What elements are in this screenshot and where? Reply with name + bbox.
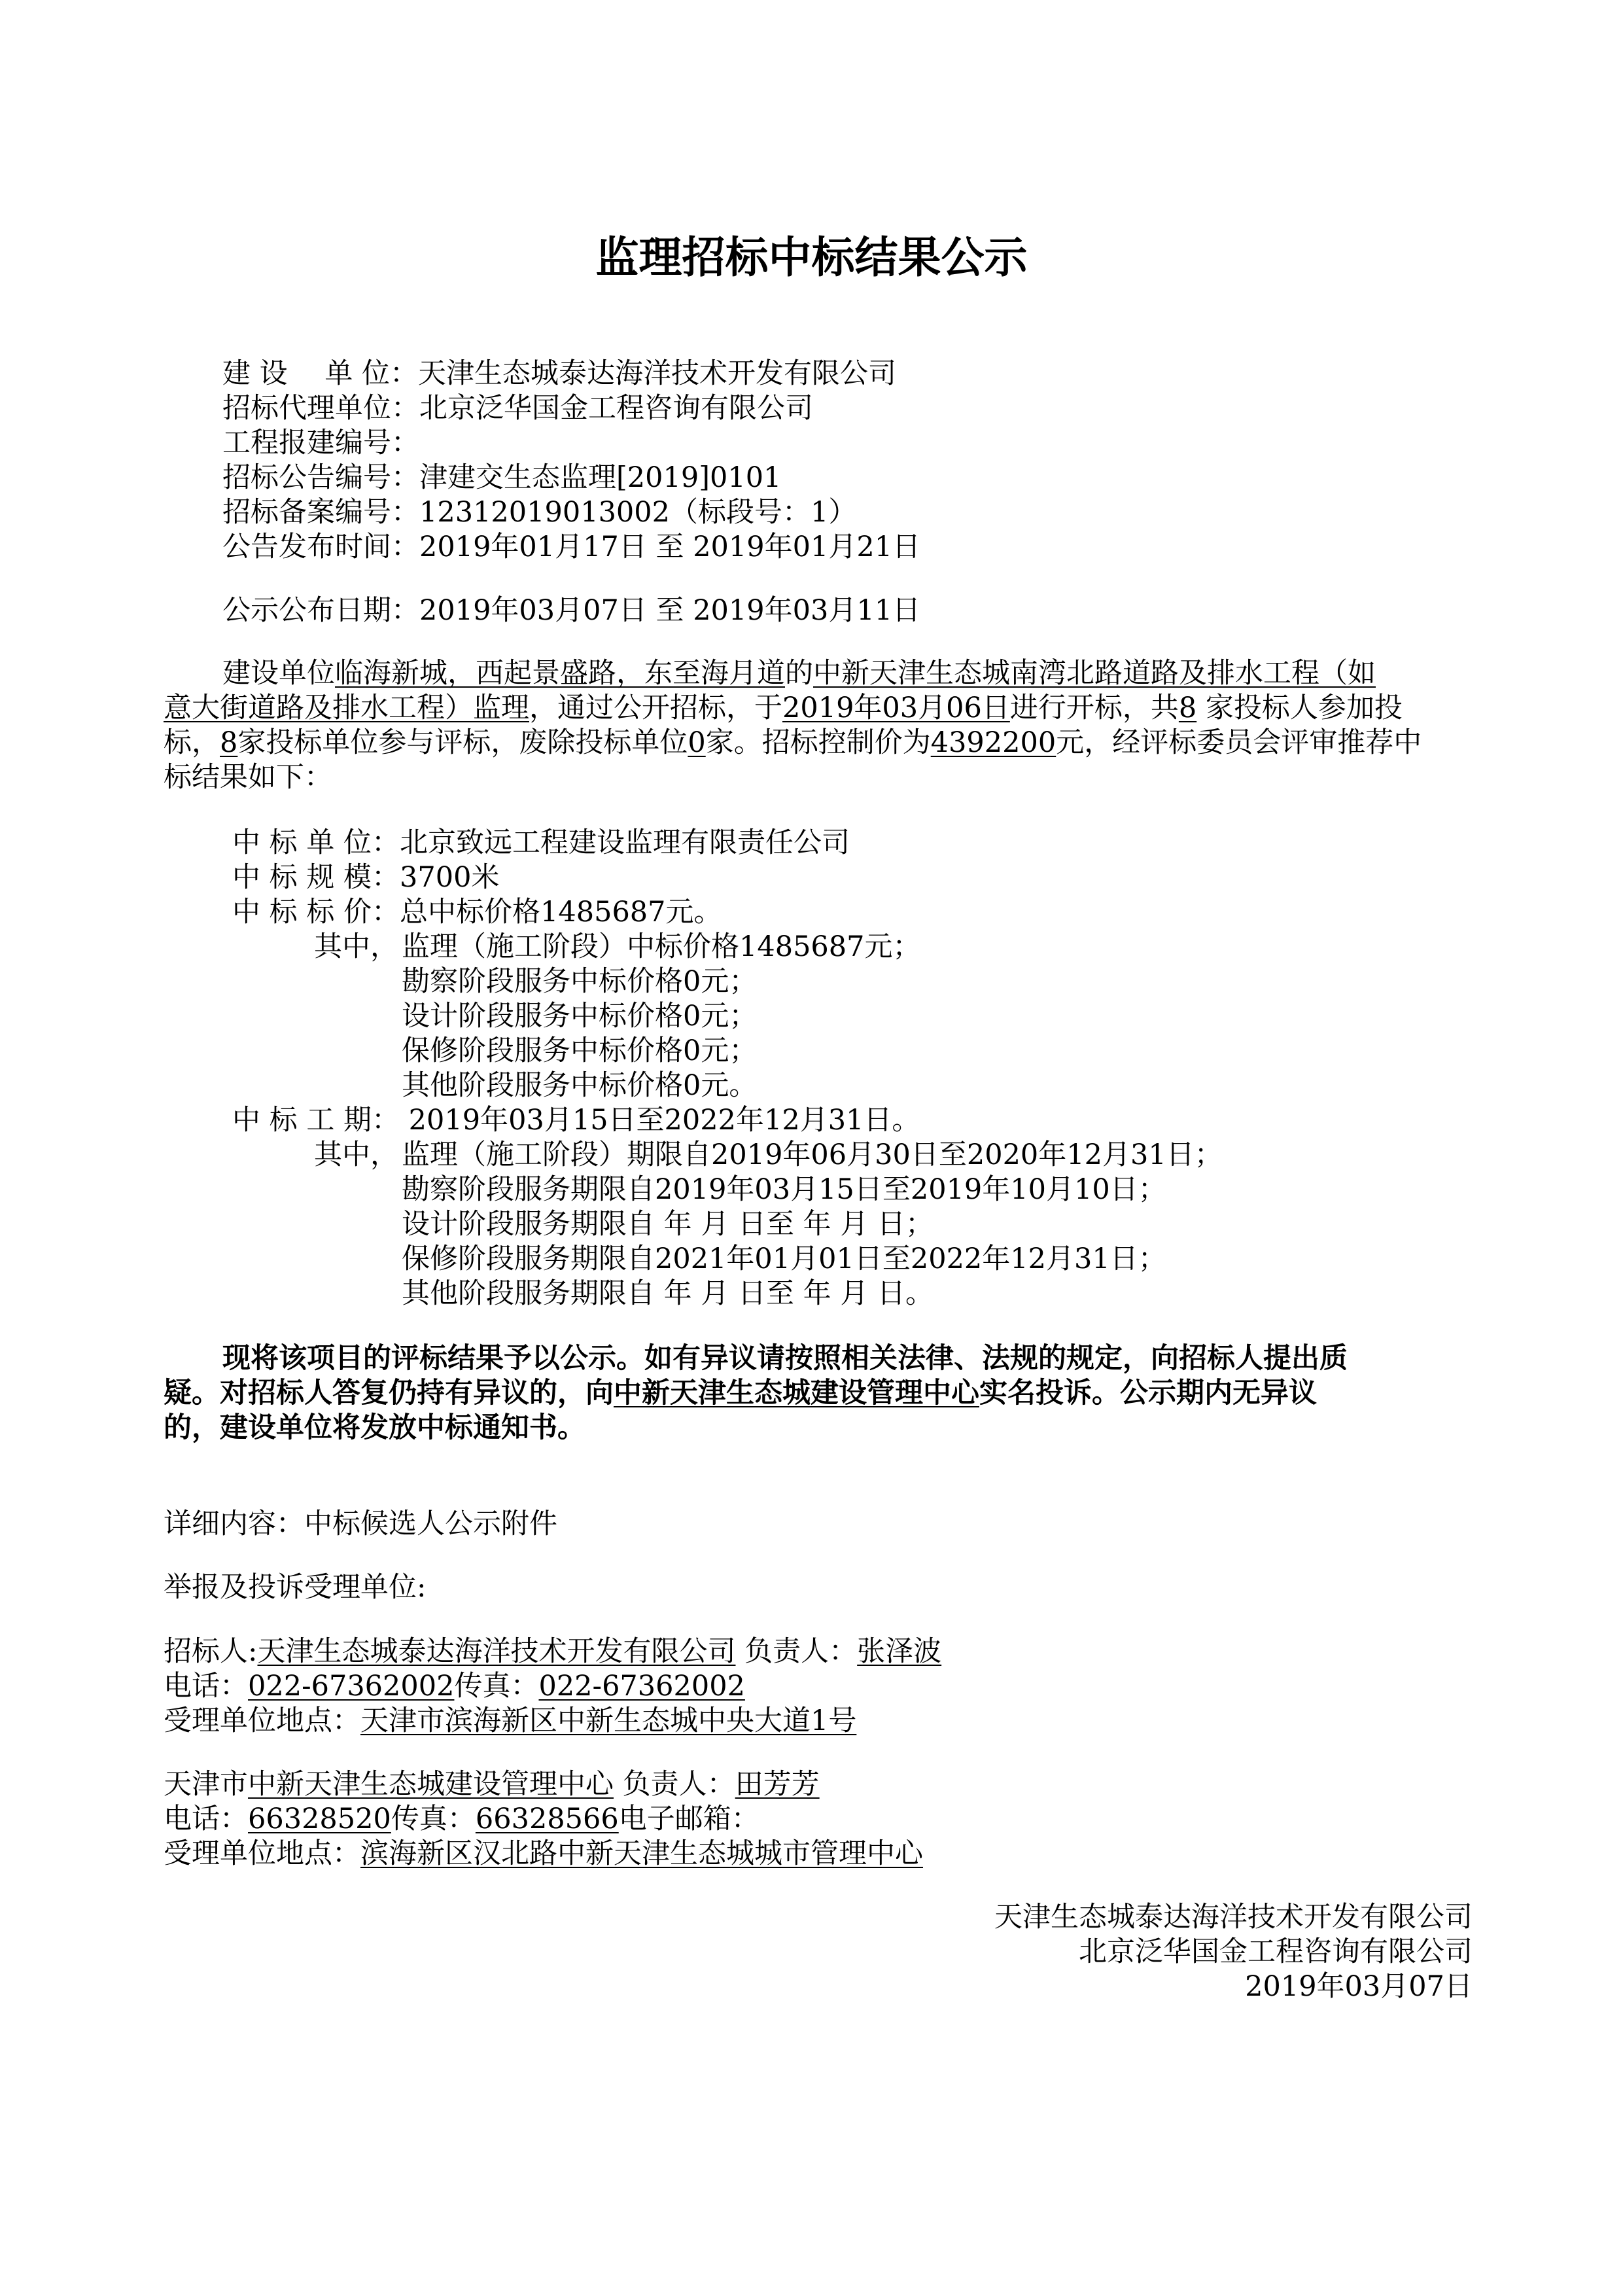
notice-line-2: 疑。对招标人答复仍持有异议的，向中新天津生态城建设管理中心实名投诉。公示期内无异议	[164, 1377, 1317, 1409]
intro-line-3: 标，8家投标单位参与评标，废除投标单位0家。招标控制价为4392200元，经评标委员会评审推荐中	[164, 726, 1422, 759]
signature-org-1: 天津生态城泰达海洋技术开发有限公司	[994, 1901, 1473, 1934]
period-item: 其他阶段服务期限自 年 月 日至 年 月 日。	[402, 1277, 934, 1310]
price-item: 设计阶段服务中标价格0元；	[402, 1000, 758, 1033]
authority-line: 天津市中新天津生态城建设管理中心 负责人：田芳芳	[164, 1768, 820, 1801]
page-title: 监理招标中标结果公示	[595, 232, 1028, 283]
complaint-title: 举报及投诉受理单位:	[164, 1571, 427, 1604]
info-filing-no: 招标备案编号：12312019013002（标段号：1）	[222, 496, 857, 529]
detail-content: 详细内容：中标候选人公示附件	[164, 1508, 557, 1540]
winner-unit: 中 标 单 位：北京致远工程建设监理有限责任公司	[232, 826, 850, 859]
price-item: 监理（施工阶段）中标价格1485687元；	[402, 930, 921, 963]
info-publish-time: 公告发布时间：2019年01月17日 至 2019年01月21日	[222, 531, 921, 563]
tenderer-address: 受理单位地点：天津市滨海新区中新生态城中央大道1号	[164, 1704, 857, 1737]
intro-line-4: 标结果如下：	[164, 761, 332, 794]
intro-line-2: 意大街道路及排水工程）监理，通过公开招标，于2019年03月06日进行开标，共8 家投标人参加投	[164, 692, 1403, 724]
winner-price: 中 标 标 价：总中标价格1485687元。	[232, 896, 722, 928]
tenderer-line: 招标人:天津生态城泰达海洋技术开发有限公司 负责人：张泽波	[164, 1635, 942, 1668]
period-item: 保修阶段服务期限自2021年01月01日至2022年12月31日；	[402, 1243, 1166, 1275]
price-item: 其他阶段服务中标价格0元。	[402, 1069, 758, 1102]
tenderer-phone: 电话：022-67362002传真：022-67362002	[164, 1670, 745, 1703]
notice-date: 公示公布日期：2019年03月07日 至 2019年03月11日	[222, 594, 921, 627]
price-item: 勘察阶段服务中标价格0元；	[402, 965, 758, 998]
authority-phone: 电话：66328520传真：66328566电子邮箱：	[164, 1803, 759, 1835]
info-agency: 招标代理单位：北京泛华国金工程咨询有限公司	[222, 392, 813, 425]
authority-address: 受理单位地点：滨海新区汉北路中新天津生态城城市管理中心	[164, 1837, 923, 1870]
intro-line-1: 建设单位临海新城，西起景盛路，东至海月道的中新天津生态城南湾北路道路及排水工程（如	[222, 657, 1376, 690]
winner-scale: 中 标 规 模：3700米	[232, 861, 500, 894]
notice-line-1: 现将该项目的评标结果予以公示。如有异议请按照相关法律、法规的规定，向招标人提出质	[222, 1342, 1348, 1375]
signature-date: 2019年03月07日	[1245, 1970, 1473, 2003]
period-item: 勘察阶段服务期限自2019年03月15日至2019年10月10日；	[402, 1173, 1166, 1206]
info-registration-no: 工程报建编号：	[222, 427, 419, 459]
notice-line-3: 的，建设单位将发放中标通知书。	[164, 1411, 585, 1444]
price-breakdown-label: 其中，	[314, 930, 398, 963]
period-item: 设计阶段服务期限自 年 月 日至 年 月 日；	[402, 1208, 934, 1241]
info-announcement-no: 招标公告编号：津建交生态监理[2019]0101	[222, 461, 782, 494]
period-item: 监理（施工阶段）期限自2019年06月30日至2020年12月31日；	[402, 1139, 1223, 1171]
signature-org-2: 北京泛华国金工程咨询有限公司	[1079, 1935, 1473, 1968]
period-breakdown-label: 其中，	[314, 1139, 398, 1171]
info-construction-unit: 建 设 单 位：天津生态城泰达海洋技术开发有限公司	[222, 357, 897, 390]
price-item: 保修阶段服务中标价格0元；	[402, 1034, 758, 1067]
winner-period: 中 标 工 期： 2019年03月15日至2022年12月31日。	[232, 1104, 920, 1137]
